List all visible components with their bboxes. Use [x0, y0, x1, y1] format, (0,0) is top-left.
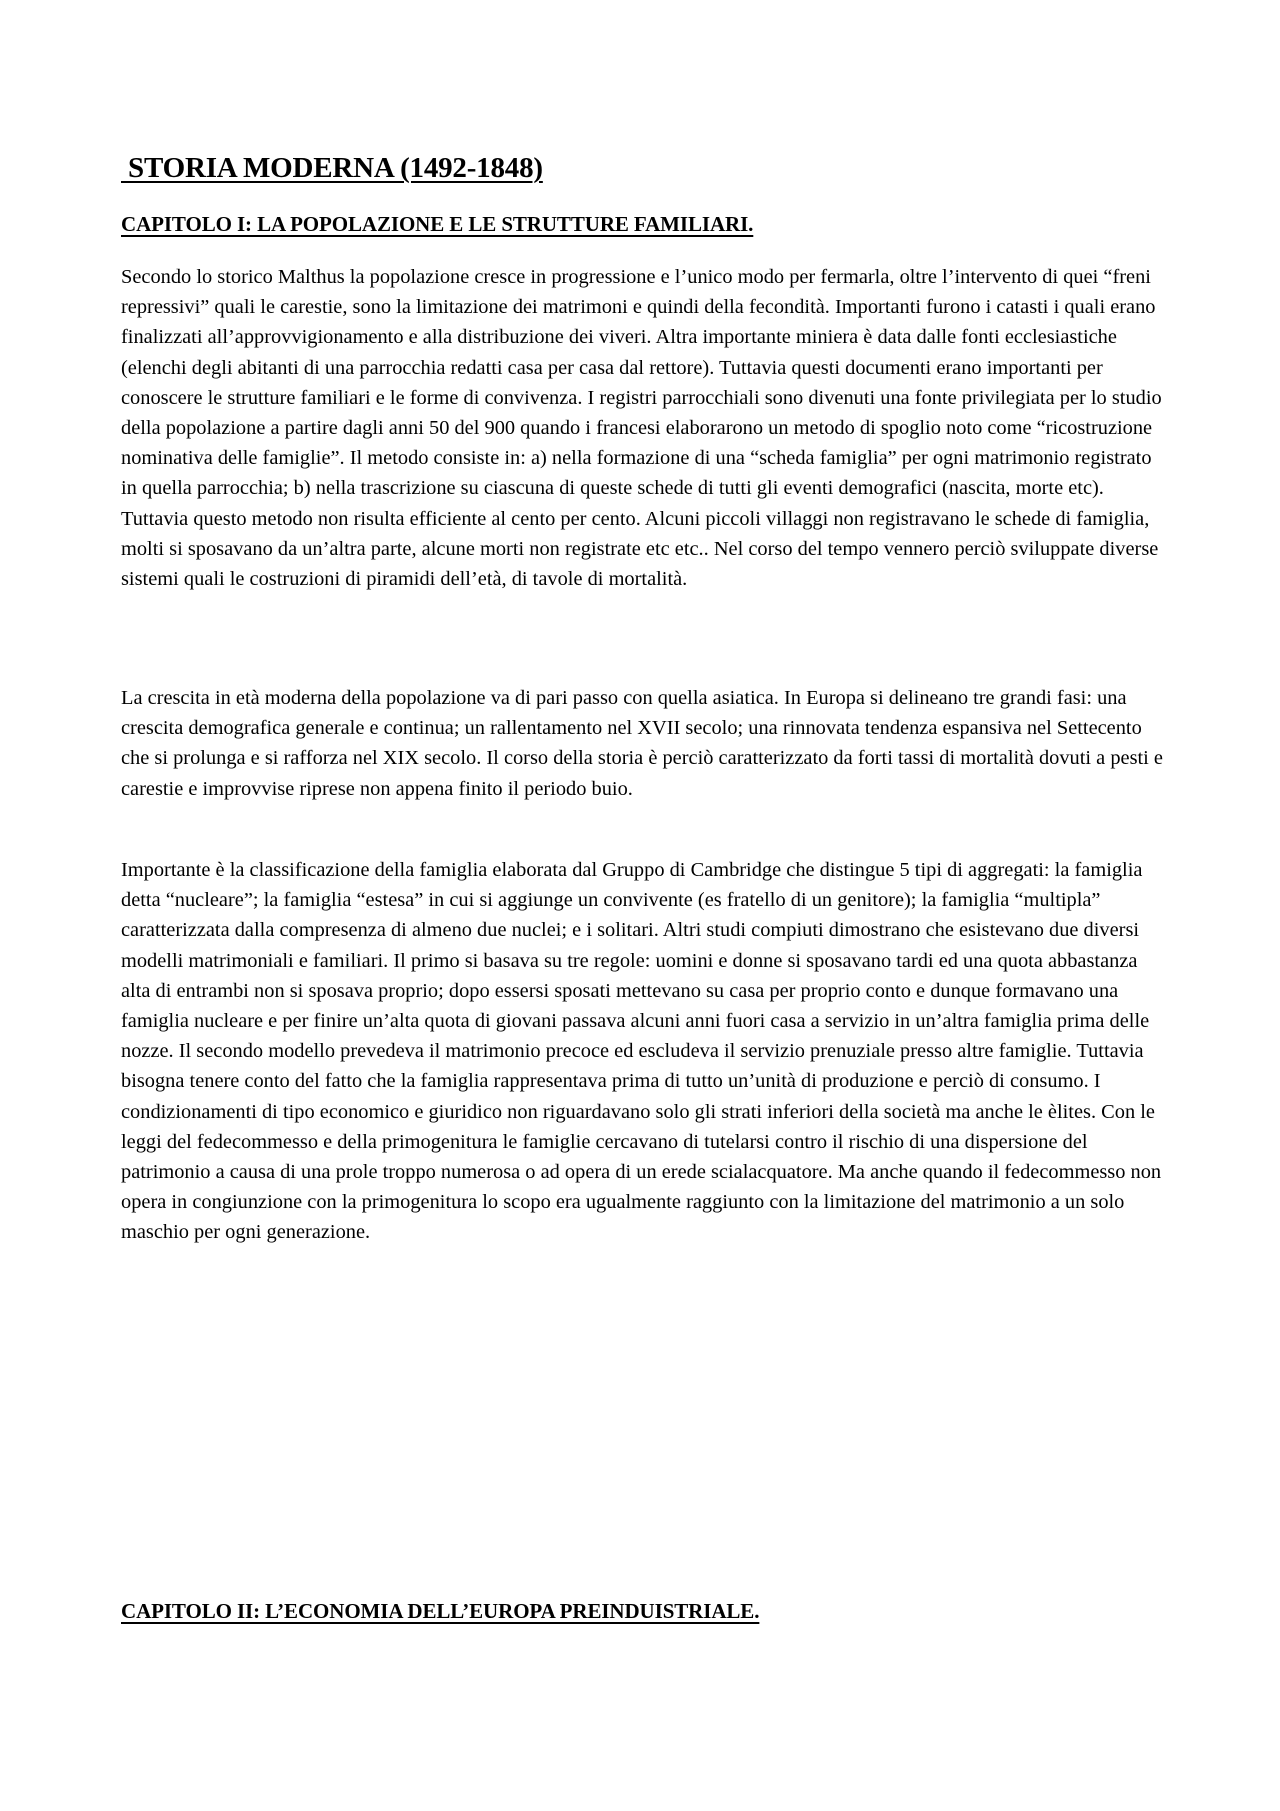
chapter-1-paragraph-1: Secondo lo storico Malthus la popolazione cresce in progressione e l’unico modo per fermarla, oltre l’intervento di quei “freni repressivi” quali le carestie, sono la limitazione dei matrimoni e quindi della fecondità. Importanti furono i catasti i quali erano finalizzati all’approvvigionamento e alla distribuzione dei viveri. Altra importante miniera è data dalle fonti ecclesiastiche (elenchi degli abitanti di una parrocchia redatti casa per casa dal rettore). Tuttavia questi documenti erano importanti per conoscere le strutture familiari e le forme di convivenza. I registri parrocchiali sono divenuti una fonte privilegiata per lo studio della popolazione a partire dagli anni 50 del 900 quando i francesi elaborarono un metodo di spoglio noto come “ricostruzione nominativa delle famiglie”. Il metodo consiste in: a) nella formazione di una “scheda famiglia” per ogni matrimonio registrato in quella parrocchia; b) nella trascrizione su ciascuna di queste schede di tutti gli eventi demografici (nascita, morte etc). Tuttavia questo metodo non risulta efficiente al cento per cento. Alcuni piccoli villaggi non registravano le schede di famiglia, molti si sposavano da un’altra parte, alcune morti non registrate etc etc.. Nel corso del tempo vennero perciò sviluppate diverse sistemi quali le costruzioni di piramidi dell’età, di tavole di mortalità. [121, 266, 1162, 591]
chapter-1-paragraph-2: La crescita in età moderna della popolazione va di pari passo con quella asiatica. In Europa si delineano tre grandi fasi: una crescita demografica generale e continua; un rallentamento nel XVII secolo; una rinnovata tendenza espansiva nel Settecento che si prolunga e si rafforza nel XIX secolo. Il corso della storia è perciò caratterizzato da forti tassi di mortalità dovuti a pesti e carestie e improvvise riprese non appena finito il periodo buio. [121, 687, 1163, 800]
chapter-1-heading: CAPITOLO I: LA POPOLAZIONE E LE STRUTTURE FAMILIARI. [121, 212, 754, 236]
chapter-2-heading: CAPITOLO II: L’ECONOMIA DELL’EUROPA PREINDUISTRIALE. [121, 1599, 760, 1623]
chapter-1-paragraph-3: Importante è la classificazione della famiglia elaborata dal Gruppo di Cambridge che distingue 5 tipi di aggregati: la famiglia detta “nucleare”; la famiglia “estesa” in cui si aggiunge un convivente (es fratello di un genitore); la famiglia “multipla” caratterizzata dalla compresenza di almeno due nuclei; e i solitari. Altri studi compiuti dimostrano che esistevano due diversi modelli matrimoniali e familiari. Il primo si basava su tre regole: uomini e donne si sposavano tardi ed una quota abbastanza alta di entrambi non si sposava proprio; dopo essersi sposati mettevano su casa per proprio conto e dunque formavano una famiglia nucleare e per finire un’alta quota di giovani passava alcuni anni fuori casa a servizio in un’altra famiglia prima delle nozze. Il secondo modello prevedeva il matrimonio precoce ed escludeva il servizio prenuziale presso altre famiglie. Tuttavia bisogna tenere conto del fatto che la famiglia rappresentava prima di tutto un’unità di produzione e perciò di consumo. I condizionamenti di tipo economico e giuridico non riguardavano solo gli strati inferiori della società ma anche le èlites. Con le leggi del fedecommesso e della primogenitura le famiglie cercavano di tutelarsi contro il rischio di una dispersione del patrimonio a causa di una prole troppo numerosa o ad opera di un erede scialacquatore. Ma anche quando il fedecommesso non opera in congiunzione con la primogenitura lo scopo era ugualmente raggiunto con la limitazione del matrimonio a un solo maschio per ogni generazione. [121, 859, 1162, 1244]
document-title: STORIA MODERNA (1492-1848) [121, 152, 543, 184]
